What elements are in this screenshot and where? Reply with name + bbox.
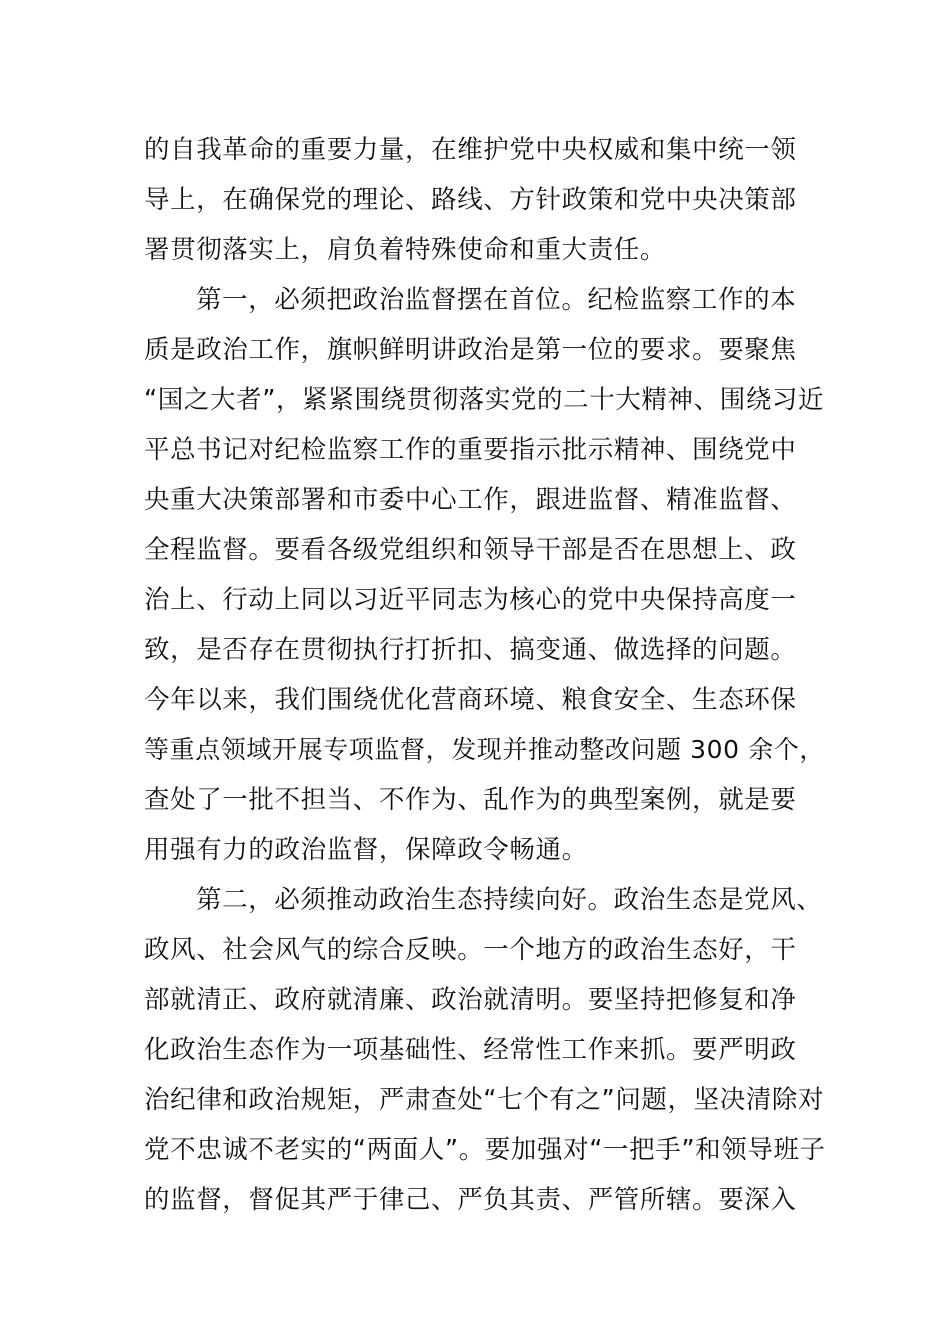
text-line: 导上，在确保党的理论、路线、方针政策和党中央决策部: [144, 185, 797, 215]
text-line: 用强有力的政治监督，保障政令畅通。: [144, 835, 588, 865]
text-line: 今年以来，我们围绕优化营商环境、粮食安全、生态环保: [144, 685, 797, 715]
text-line: 治上、行动上同以习近平同志为核心的党中央保持高度一: [144, 585, 797, 615]
text-line: 部就清正、政府就清廉、政治就清明。要坚持把修复和净: [144, 985, 797, 1015]
text-line: 全程监督。要看各级党组织和领导干部是否在思想上、政: [144, 535, 797, 565]
text-line: 等重点领域开展专项监督，发现并推动整改问题 300 余个，: [144, 735, 826, 764]
text-line: 查处了一批不担当、不作为、乱作为的典型案例，就是要: [144, 785, 797, 815]
text-line: 政风、社会风气的综合反映。一个地方的政治生态好，干: [144, 935, 797, 965]
paragraph-start-line: 第二，必须推动政治生态持续向好。政治生态是党风、: [196, 885, 823, 915]
text-line: 央重大决策部署和市委中心工作，跟进监督、精准监督、: [144, 485, 797, 515]
text-line: 致，是否存在贯彻执行打折扣、搞变通、做选择的问题。: [144, 635, 797, 665]
text-line: 党不忠诚不老实的“两面人”。要加强对“一把手”和领导班子: [144, 1135, 826, 1165]
text-line: “国之大者”，紧紧围绕贯彻落实党的二十大精神、围绕习近: [144, 385, 825, 415]
text-line: 质是政治工作，旗帜鲜明讲政治是第一位的要求。要聚焦: [144, 335, 797, 365]
text-line: 的自我革命的重要力量，在维护党中央权威和集中统一领: [144, 135, 797, 165]
text-line: 治纪律和政治规矩，严肃查处“七个有之”问题，坚决清除对: [144, 1085, 825, 1115]
text-line: 的监督，督促其严于律己、严负其责、严管所辖。要深入: [144, 1185, 797, 1215]
text-line: 化政治生态作为一项基础性、经常性工作来抓。要严明政: [144, 1035, 797, 1065]
text-line: 署贯彻落实上，肩负着特殊使命和重大责任。: [144, 235, 667, 265]
text-line: 平总书记对纪检监察工作的重要指示批示精神、围绕党中: [144, 435, 797, 465]
paragraph-start-line: 第一，必须把政治监督摆在首位。纪检监察工作的本: [196, 285, 797, 315]
